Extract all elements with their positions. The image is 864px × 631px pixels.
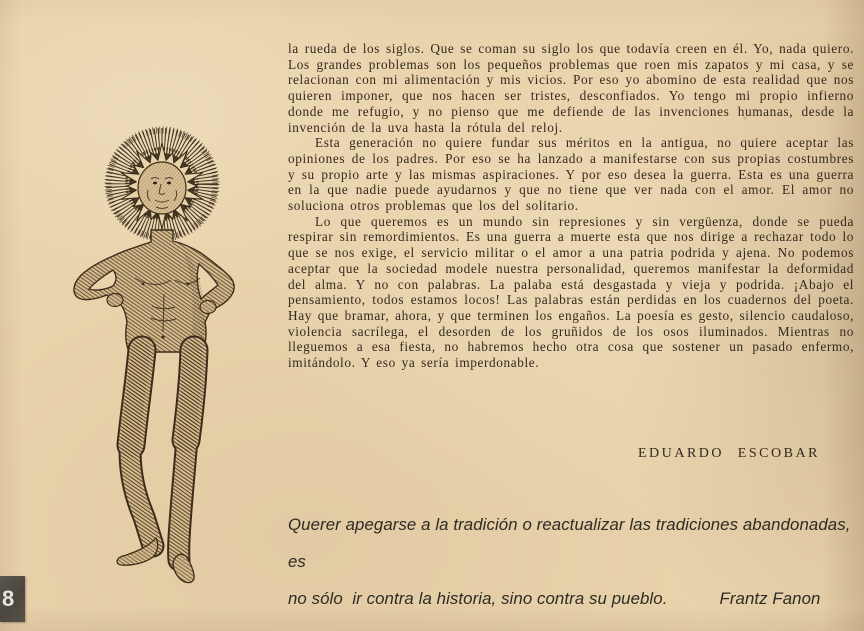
article-paragraph: Esta generación no quiere fundar sus méritos en la antigua, no quiere aceptar las opiniones de los padres. Por eso se ha lanzado a manifestarse con sus propias costumbres y su propio arte y las mismas aspiraciones. Y por eso desea la guerra. Esta es una guerra en la que nadie puede ayudarnos y que no tiene que ver nada con el amor. El amor no soluciona otros problemas que los del solitario. <box>288 135 854 214</box>
article-text-column <box>288 41 854 371</box>
figure-body <box>74 230 234 352</box>
figure-leg-back <box>173 350 194 583</box>
article-paragraph: la rueda de los siglos. Que se coman su siglo los que todavía creen en él. Yo, nada quiero. Los grandes problemas son los pequeños problemas que roen mis zapatos y mi casa, y se relacionan con mi alimentación y mis vicios. Por eso yo abomino de esta realidad que nos quieren imponer, que nos hacen ser tristes, desconfiados. Yo tengo mi propio infierno donde me refugio, y no pienso que me defiende de las invenciones humanas, desde la invención de la uva hasta la rótula del reloj. <box>288 41 854 135</box>
page-number-tab <box>0 576 25 622</box>
sun-figure-illustration <box>55 100 285 620</box>
engraving-svg <box>55 100 285 620</box>
page-number: 8 <box>2 586 15 611</box>
quote-attribution: Frantz Fanon <box>719 589 821 608</box>
quote-line-2-text: no sólo ir contra la historia, sino contra su pueblo. <box>288 589 668 608</box>
quote-line-2 <box>288 580 864 617</box>
figure-leg-front <box>117 350 158 565</box>
quote-line-1: Querer apegarse a la tradición o reactualizar las tradiciones abandonadas, es <box>288 515 851 571</box>
article-paragraph: Lo que queremos es un mundo sin represiones y sin vergüenza, donde se pueda respirar sin remordimientos. Es una guerra a muerte esta que nos dirige a rechazar todo lo que se nos exige, el servicio militar o el amor a una patria podrida y ajena. No podemos aceptar que la sociedad modele nuestra personalidad, queremos manifestar la deformidad del alma. Y no con palabras. La palaba está desgastada y vieja y podrida. ¡Abajo el pensamiento, todos estamos locos! Las palabras están perdidas en los cuadernos del poeta. Hay que bramar, ahora, y que terminen los engaños. La poesía es gesto, silencio caudaloso, violencia sacrílega, el desorden de los gruñidos de los osos iluminados. Mientras no lleguemos a esa fiesta, no habremos hecho otra cosa que sostener un pasado enfermo, imitándolo. Y eso ya sería imperdonable. <box>288 213 854 371</box>
fanon-quote <box>288 506 864 617</box>
article-author: EDUARDO ESCOBAR <box>637 446 820 461</box>
